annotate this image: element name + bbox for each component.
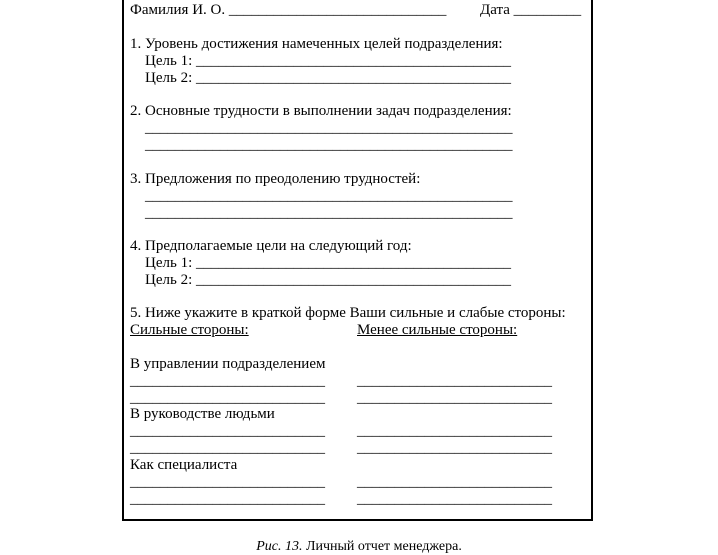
figure-number: Рис. 13.	[256, 539, 303, 554]
weak-specialist-line-1[interactable]: __________________________	[357, 474, 552, 490]
strong-management-line-1[interactable]: __________________________	[130, 373, 325, 389]
q1-goal-2-field[interactable]: Цель 2: __________________________________________	[145, 70, 511, 86]
weak-management-line-1[interactable]: __________________________	[357, 373, 552, 389]
strong-leadership-line-1[interactable]: __________________________	[130, 423, 325, 439]
question-5-title: 5. Ниже укажите в краткой форме Ваши сильные и слабые стороны:	[130, 305, 566, 321]
q1-goal-1-field[interactable]: Цель 1: __________________________________________	[145, 53, 511, 69]
question-2-title: 2. Основные трудности в выполнении задач подразделения:	[130, 103, 512, 119]
weak-management-line-2[interactable]: __________________________	[357, 390, 552, 406]
strong-leadership-line-2[interactable]: __________________________	[130, 440, 325, 456]
weak-sides-heading: Менее сильные стороны:	[357, 322, 518, 338]
figure-caption	[0, 538, 718, 555]
area-management-label: В управлении подразделением	[130, 356, 326, 372]
question-1-title: 1. Уровень достижения намеченных целей подразделения:	[130, 36, 503, 52]
strong-sides-heading: Сильные стороны:	[130, 322, 249, 338]
q3-answer-line-1[interactable]: _________________________________________________	[145, 188, 513, 204]
name-field[interactable]: Фамилия И. О. _____________________________	[130, 2, 447, 18]
strong-specialist-line-2[interactable]: __________________________	[130, 491, 325, 507]
figure-caption-text: Личный отчет менеджера.	[305, 539, 462, 554]
question-4-title: 4. Предполагаемые цели на следующий год:	[130, 238, 412, 254]
q4-goal-2-field[interactable]: Цель 2: __________________________________________	[145, 272, 511, 288]
q2-answer-line-2[interactable]: _________________________________________________	[145, 137, 513, 153]
question-3-title: 3. Предложения по преодолению трудностей:	[130, 171, 421, 187]
strong-management-line-2[interactable]: __________________________	[130, 390, 325, 406]
weak-leadership-line-1[interactable]: __________________________	[357, 423, 552, 439]
area-specialist-label: Как специалиста	[130, 457, 238, 473]
date-field[interactable]: Дата _________	[480, 2, 582, 18]
q4-goal-1-field[interactable]: Цель 1: __________________________________________	[145, 255, 511, 271]
strong-specialist-line-1[interactable]: __________________________	[130, 474, 325, 490]
weak-specialist-line-2[interactable]: __________________________	[357, 491, 552, 507]
q2-answer-line-1[interactable]: _________________________________________________	[145, 120, 513, 136]
area-leadership-label: В руководстве людьми	[130, 406, 275, 422]
weak-leadership-line-2[interactable]: __________________________	[357, 440, 552, 456]
q3-answer-line-2[interactable]: _________________________________________________	[145, 205, 513, 221]
